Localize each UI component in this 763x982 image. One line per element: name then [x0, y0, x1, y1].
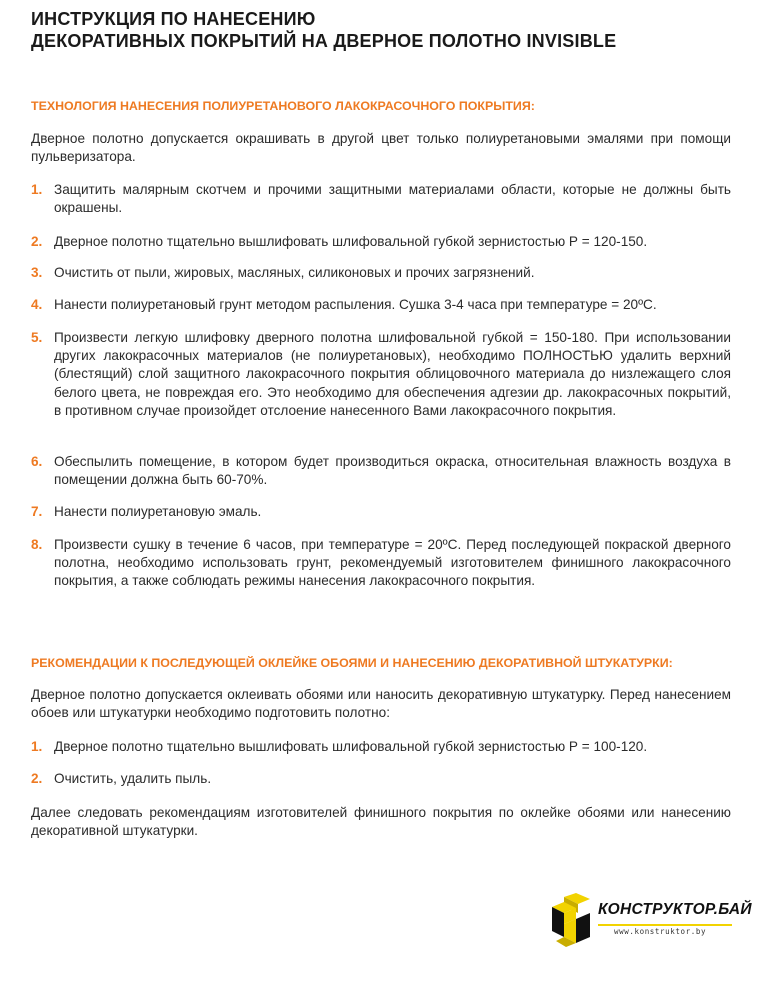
list-item: [31, 329, 731, 420]
list-item: [31, 264, 731, 282]
item-number: 4.: [31, 297, 43, 312]
item-number: 7.: [31, 504, 43, 519]
item-text: Очистить, удалить пыль.: [54, 771, 212, 786]
logo-name: КОНСТРУКТОР.БАЙ: [598, 901, 752, 918]
cube-logo-icon: [546, 893, 598, 949]
item-number: 8.: [31, 537, 43, 552]
list-item: [31, 233, 731, 251]
item-number: 1.: [31, 182, 43, 197]
section-2-intro: Дверное полотно допускается оклеивать обоями или наносить декоративную штукатурку. Перед нанесением обоев или штукатурки необходимо подготовить полотно:: [31, 687, 731, 721]
section-2-heading: РЕКОМЕНДАЦИИ К ПОСЛЕДУЮЩЕЙ ОКЛЕЙКЕ ОБОЯМИ И НАНЕСЕНИЮ ДЕКОРАТИВНОЙ ШТУКАТУРКИ:: [31, 656, 673, 670]
logo-underline: [598, 924, 732, 926]
item-text: Обеспылить помещение, в котором будет производиться окраска, относительная влажность воздуха в помещении должна быть 60-70%.: [54, 454, 731, 488]
item-number: 1.: [31, 739, 43, 754]
list-item: [31, 296, 731, 314]
item-number: 6.: [31, 454, 43, 469]
item-text: Очистить от пыли, жировых, масляных, силиконовых и прочих загрязнений.: [54, 265, 535, 280]
logo-url: www.konstruktor.by: [614, 927, 707, 936]
list-item: [31, 536, 731, 591]
list-item: [31, 738, 731, 756]
item-number: 3.: [31, 265, 43, 280]
section-1-heading: ТЕХНОЛОГИЯ НАНЕСЕНИЯ ПОЛИУРЕТАНОВОГО ЛАКОКРАСОЧНОГО ПОКРЫТИЯ:: [31, 99, 535, 113]
item-text: Нанести полиуретановую эмаль.: [54, 504, 262, 519]
item-text: Защитить малярным скотчем и прочими защитными материалами области, которые не должны быть окрашены.: [54, 182, 731, 216]
section-2-outro: Далее следовать рекомендациям изготовителей финишного покрытия по оклейке обоями или нанесению декоративной штукатурки.: [31, 805, 731, 839]
list-item: [31, 770, 731, 788]
item-text: Произвести легкую шлифовку дверного полотна шлифовальной губкой = 150-180. При использовании других лакокрасочных материалов (не полиуретановых), необходимо ПОЛНОСТЬЮ удалить верхний (блестящий) слой защитного лакокрасочного покрытия облицовочного материала до низлежащего слоя белого цвета, не повреждая его. Это необходимо для обеспечения адгезии др. лакокрасочных покрытий, в противном случае произойдет отслоение нанесенного Вами лакокрасочного покрытия.: [54, 330, 731, 418]
item-text: Дверное полотно тщательно вышлифовать шлифовальной губкой зернистостью Р = 120-150.: [54, 234, 648, 249]
item-text: Дверное полотно тщательно вышлифовать шлифовальной губкой зернистостью Р = 100-120.: [54, 739, 648, 754]
title-line-2: ДЕКОРАТИВНЫХ ПОКРЫТИЙ НА ДВЕРНОЕ ПОЛОТНО INVISIBLE: [31, 31, 617, 51]
item-number: 5.: [31, 330, 43, 345]
page-title: [31, 8, 751, 52]
title-line-1: ИНСТРУКЦИЯ ПО НАНЕСЕНИЮ: [31, 9, 316, 29]
item-number: 2.: [31, 234, 43, 249]
item-number: 2.: [31, 771, 43, 786]
item-text: Произвести сушку в течение 6 часов, при температуре = 20ºС. Перед последующей покраской дверного полотна, необходимо использовать грунт, рекомендуемый изготовителем финишного лакокрасочного покрытия, а также соблюдать режимы нанесения лакокрасочного покрытия.: [54, 537, 731, 589]
list-item: [31, 181, 731, 217]
list-item: [31, 503, 731, 521]
list-item: [31, 453, 731, 489]
brand-logo: [546, 893, 752, 949]
item-text: Нанести полиуретановый грунт методом распыления. Сушка 3-4 часа при температуре = 20ºС.: [54, 297, 657, 312]
section-1-intro: Дверное полотно допускается окрашивать в другой цвет только полиуретановыми эмалями при помощи пульверизатора.: [31, 131, 731, 165]
